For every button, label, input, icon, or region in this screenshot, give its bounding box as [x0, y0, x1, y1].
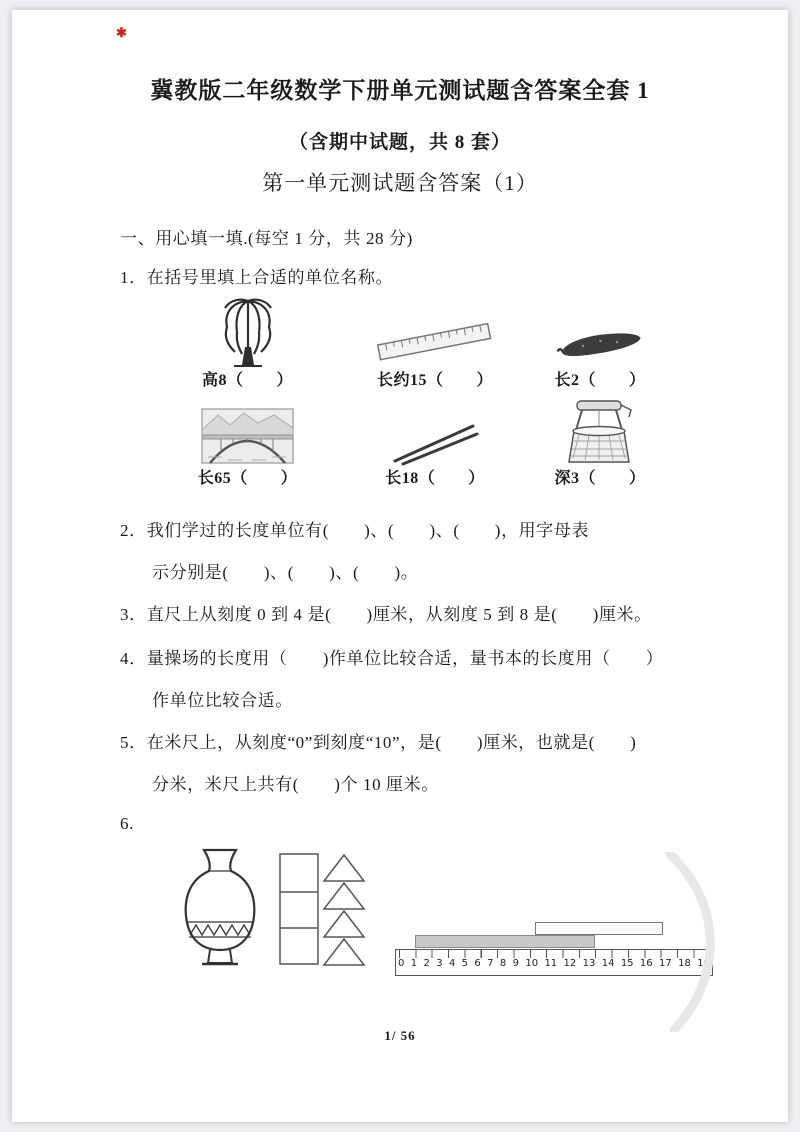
unit-test-title: 第一单元测试题含答案（1） [262, 171, 538, 195]
chopsticks-image [389, 419, 481, 467]
ruler-tick-marks [399, 950, 709, 958]
document-subtitle: （含期中试题，共 8 套） [288, 132, 511, 153]
unit-label-tree: 高8（ ） [201, 372, 293, 389]
willow-tree-image [208, 295, 288, 369]
red-annotation-icon: ✱ [116, 25, 127, 40]
blocks-image [280, 854, 318, 964]
question-2-line-1: 2．我们学过的长度单位有( )、( )、( )，用字母表 [120, 521, 590, 540]
well-image [563, 397, 637, 467]
picture-cell-tree [150, 290, 345, 390]
question-5-line-2: 分米，米尺上共有( )个 10 厘米。 [152, 775, 439, 794]
ruler-image [370, 313, 500, 369]
question-6-number: 6. [120, 814, 134, 833]
vase-blocks-triangles-figure [160, 844, 372, 978]
document-page [12, 10, 788, 1122]
question-1-picture-grid [150, 290, 690, 488]
picture-cell-chopsticks [345, 390, 525, 488]
triangles-image [324, 855, 364, 965]
question-1-text: 1．在括号里填上合适的单位名称。 [120, 268, 394, 287]
bridge-image [200, 405, 295, 467]
unit-label-ruler: 长约15（ ） [376, 372, 493, 389]
ruler-scale [395, 949, 713, 976]
measuring-ruler-figure [395, 898, 715, 978]
question-4-line-1: 4．量操场的长度用（ )作单位比较合适，量书本的长度用（ ） [120, 649, 664, 668]
unit-label-well: 深3（ ） [554, 470, 646, 487]
vase-image [186, 850, 255, 964]
section-one-heading: 一、用心填一填.(每空 1 分，共 28 分) [120, 229, 413, 248]
question-5-line-1: 5．在米尺上，从刻度“0”到刻度“10”，是( )厘米，也就是( ) [120, 733, 637, 752]
question-3-text: 3．直尺上从刻度 0 到 4 是( )厘米，从刻度 5 到 8 是( )厘米。 [120, 605, 652, 624]
picture-cell-loofah [525, 290, 675, 390]
loofah-image [553, 319, 648, 369]
measured-object-top [535, 922, 663, 935]
document-title: 冀教版二年级数学下册单元测试题含答案全套 1 [150, 78, 650, 103]
picture-cell-bridge [150, 390, 345, 488]
question-4-line-2: 作单位比较合适。 [152, 691, 293, 710]
unit-label-chopsticks: 长18（ ） [385, 470, 485, 487]
ruler-numbers: 0 1 2 3 4 5 6 7 8 9 10 11 12 13 14 15 16 17 18 19 [398, 958, 710, 969]
picture-cell-well [525, 390, 675, 488]
question-2-line-2: 示分别是( )、( )、( )。 [152, 563, 419, 582]
unit-label-loofah: 长2（ ） [554, 372, 646, 389]
page-number: 1/ 56 [384, 1028, 416, 1043]
unit-label-bridge: 长65（ ） [197, 470, 298, 487]
picture-cell-ruler [345, 290, 525, 390]
measured-object-bottom [415, 935, 595, 948]
